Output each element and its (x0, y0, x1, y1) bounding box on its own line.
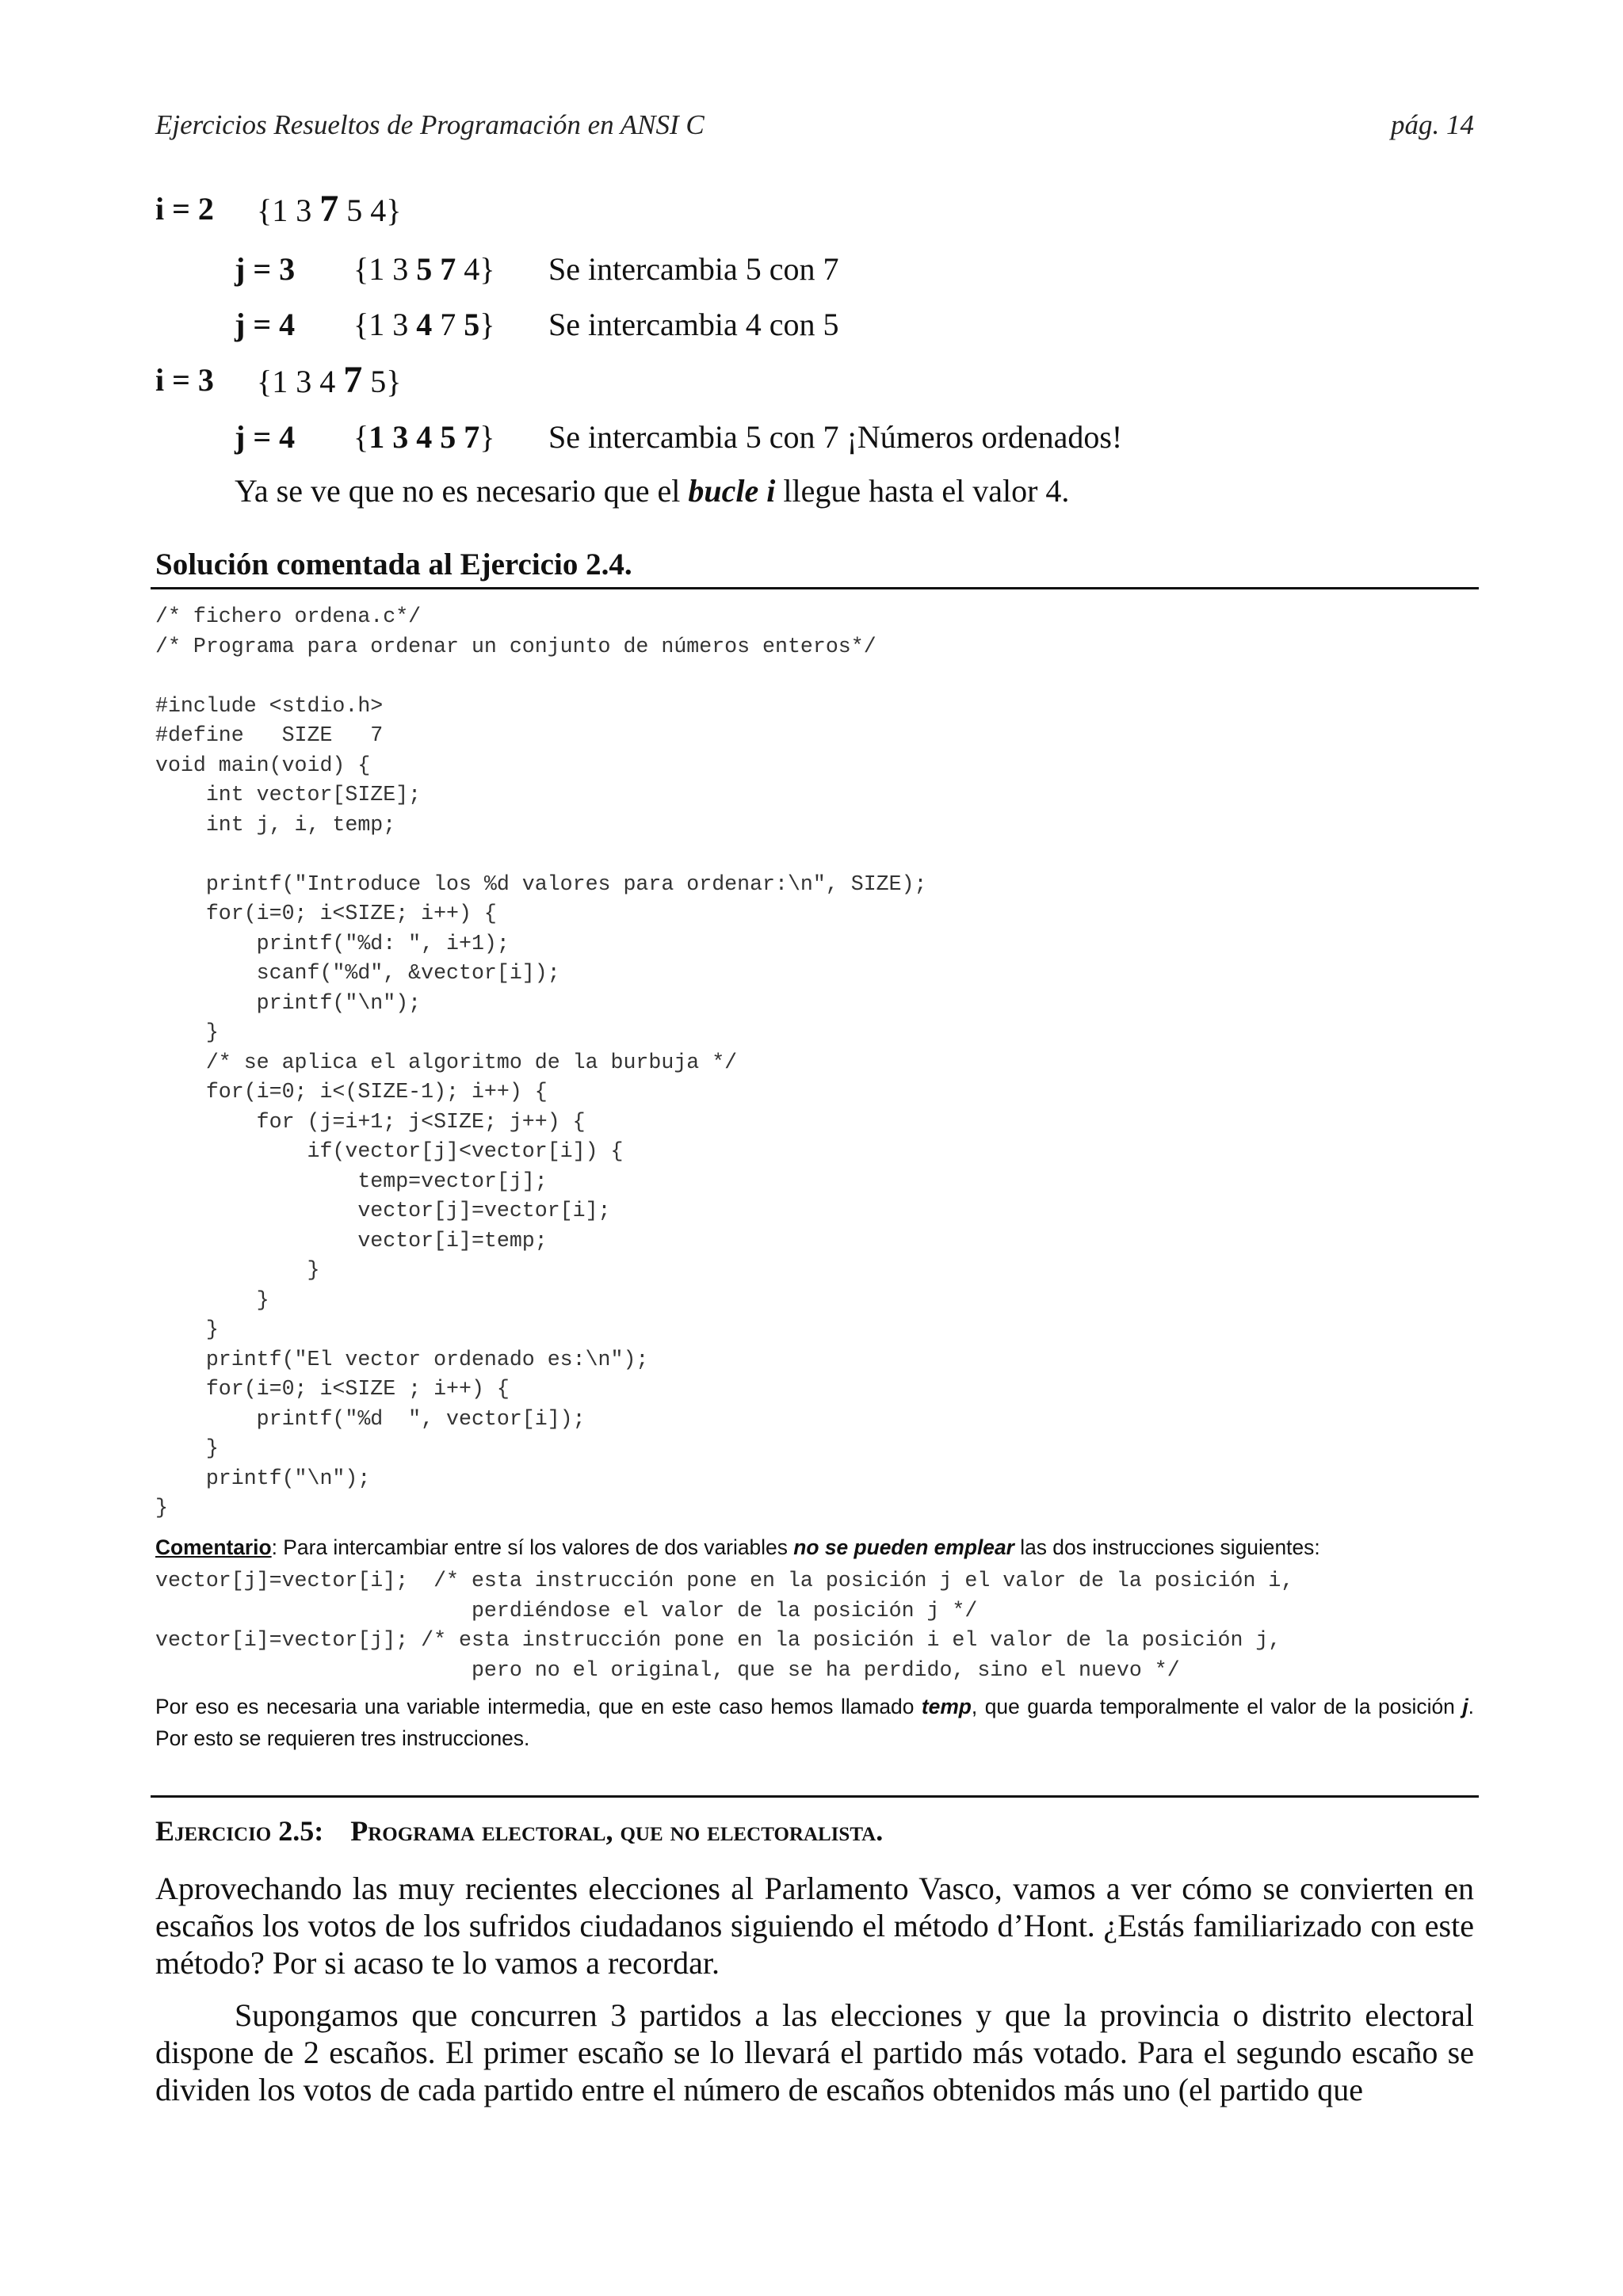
trace-note: Se intercambia 5 con 7 (548, 251, 839, 287)
trace-label: j = 4 (235, 419, 296, 455)
section-rule (151, 587, 1479, 589)
trace-set: {1 3 4 5 7} (353, 419, 495, 455)
trace-note: Se intercambia 4 con 5 (548, 307, 839, 342)
comment-intro: Comentario: Para intercambiar entre sí los valores de dos variables no se pueden emplear las dos instrucciones siguientes: (155, 1535, 1320, 1559)
code-listing: /* fichero ordena.c*/ /* Programa para ordenar un conjunto de números enteros*/ #include <stdio.h> #define SIZE 7 void main(void) { int vector[SIZE]; int j, i, temp; printf("Introduce los %d valores para ordenar:\n", SIZE); for(i=0; i<SIZE; i++) { printf("%d: ", i+1); scanf("%d", &vector[i]); printf("\n"); } /* se aplica el algoritmo de la burbuja */ for(i=0; i<(SIZE-1); i++) { for (j=i+1; j<SIZE; j++) { if(vector[j]<vector[i]) { temp=vector[j]; vector[j]=vector[i]; vector[i]=temp; } } } printf("El vector ordenado es:\n"); for(i=0; i<SIZE ; i++) { printf("%d ", vector[i]); } printf("\n"); } (155, 605, 927, 1520)
trace-label: i = 3 (155, 362, 214, 398)
trace-set: {1 3 4 7 5} (353, 307, 495, 342)
page-number: pág. 14 (1391, 109, 1474, 140)
header-title: Ejercicios Resueltos de Programación en ANSI C (155, 109, 705, 140)
trace-label: i = 2 (155, 191, 214, 227)
trace-label: j = 3 (235, 251, 296, 287)
trace-set: {1 3 7 5 4} (257, 188, 402, 230)
trace-note: Se intercambia 5 con 7 ¡Números ordenados! (548, 419, 1123, 455)
exercise-paragraph: Supongamos que concurren 3 partidos a las elecciones y que la provincia o distrito electoral dispone de 2 escaños. El primer escaño se lo llevará el partido más votado. Para el segundo escaño se dividen los votos de cada partido entre el número de escaños obtenidos más uno (el partido que (155, 1997, 1474, 2107)
trace-label: j = 4 (235, 307, 296, 342)
solution-heading: Solución comentada al Ejercicio 2.4. (155, 547, 632, 582)
exercise-paragraph: Aprovechando las muy recientes elecciones al Parlamento Vasco, vamos a ver cómo se convierten en escaños los votos de los sufridos ciudadanos siguiendo el método d’Hont. ¿Estás familiarizado con este método? Por si acaso te lo vamos a recordar. (155, 1871, 1474, 1981)
trace-set: {1 3 5 7 4} (353, 251, 495, 287)
exercise-heading: Ejercicio 2.5: Programa electoral, que no electoralista. (155, 1815, 884, 1847)
trace-conclusion: Ya se ve que no es necesario que el bucle i llegue hasta el valor 4. (235, 473, 1070, 509)
running-header (155, 109, 1474, 144)
code-counterexample: vector[j]=vector[i]; /* esta instrucción pone en la posición j el valor de la posición i, perdiéndose el valor de la posición j */ vector[i]=vector[j]; /* esta instrucción pone en la posición i el valor de la posición j, pero no el original, que se ha perdido, sino el nuevo */ (155, 1569, 1294, 1682)
trace-set: {1 3 4 7 5} (257, 359, 402, 401)
comment-explanation: Por eso es necesaria una variable intermedia, que en este caso hemos llamado temp, que guarda temporalmente el valor de la posición j. Por esto se requieren tres instrucciones. (155, 1695, 1474, 1750)
section-rule (151, 1795, 1479, 1798)
